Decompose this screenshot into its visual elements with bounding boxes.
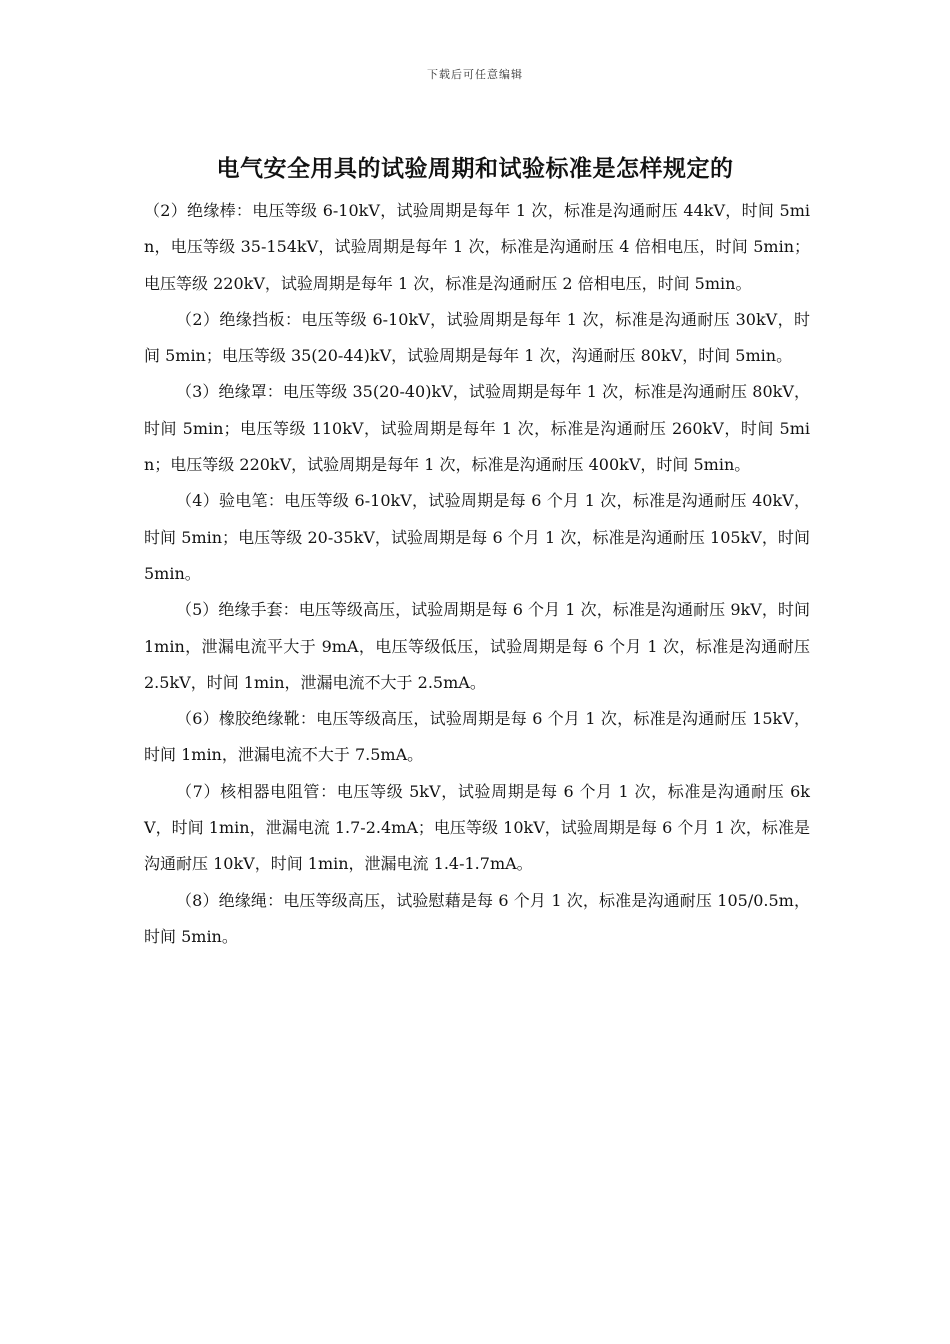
paragraph-insulating-cover: （3）绝缘罩：电压等级 35(20-40)kV，试验周期是每年 1 次，标准是沟通耐压 80kV，时间 5min；电压等级 110kV，试验周期是每年 1 次，标准是沟通耐压 260kV，时间 5min；电压等级 220kV，试验周期是每年 1 次，标准是沟通耐压 400kV，时间 5min。 [144,382,810,475]
paragraph-rubber-boots: （6）橡胶绝缘靴：电压等级高压，试验周期是每 6 个月 1 次，标准是沟通耐压 15kV，时间 1min，泄漏电流不大于 7.5mA。 [144,709,810,765]
paragraph-insulating-baffle: （2）绝缘挡板：电压等级 6-10kV，试验周期是每年 1 次，标准是沟通耐压 30kV，时间 5min；电压等级 35(20-44)kV，试验周期是每年 1 次，沟通耐压 80kV，时间 5min。 [144,309,810,366]
paragraph-test-pencil: （4）验电笔：电压等级 6-10kV，试验周期是每 6 个月 1 次，标准是沟通耐压 40kV，时间 5min；电压等级 20-35kV，试验周期是每 6 个月 1 次，标准是沟通耐压 105kV，时间 5min。 [144,491,810,583]
paragraph-insulating-rope: （8）绝缘绳：电压等级高压，试验慰藉是每 6 个月 1 次，标准是沟通耐压 105/0.5m，时间 5min。 [144,890,810,946]
document-body [144,193,810,955]
paragraph-insulating-gloves: （5）绝缘手套：电压等级高压，试验周期是每 6 个月 1 次，标准是沟通耐压 9kV，时间 1min，泄漏电流平大于 9mA，电压等级低压，试验周期是每 6 个月 1 次，标准是沟通耐压 2.5kV，时间 1min，泄漏电流不大于 2.5mA。 [144,600,810,692]
paragraph-insulating-rod: （2）绝缘棒：电压等级 6-10kV，试验周期是每年 1 次，标准是沟通耐压 44kV，时间 5min，电压等级 35-154kV，试验周期是每年 1 次，标准是沟通耐压 4 倍相电压，时间 5min；电压等级 220kV，试验周期是每年 1 次，标准是沟通耐压 2 倍相电压，时间 5min。 [144,201,810,293]
paragraph-phase-checker-resistor: （7）核相器电阻管：电压等级 5kV，试验周期是每 6 个月 1 次，标准是沟通耐压 6kV，时间 1min，泄漏电流 1.7-2.4mA；电压等级 10kV，试验周期是每 6 个月 1 次，标准是沟通耐压 10kV，时间 1min，泄漏电流 1.4-1.7mA。 [144,781,810,874]
header-note: 下载后可任意编辑 [427,68,523,81]
document-title: 电气安全用具的试验周期和试验标准是怎样规定的 [216,156,734,182]
